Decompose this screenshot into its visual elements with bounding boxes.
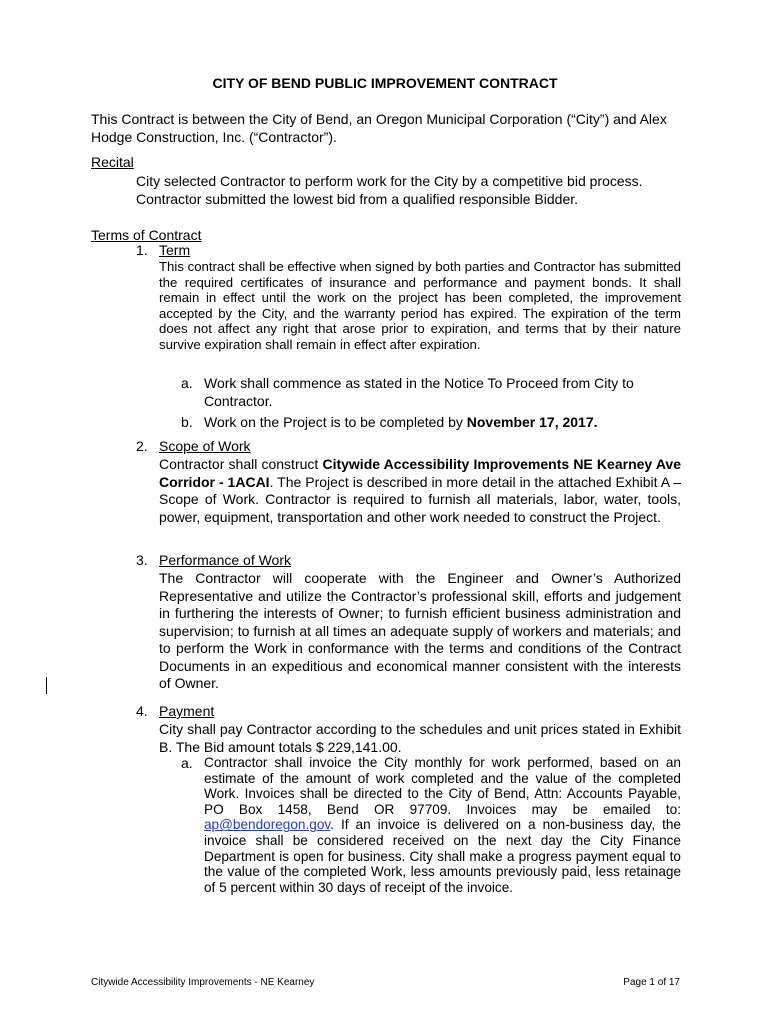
completion-date: November 17, 2017. bbox=[466, 414, 598, 430]
term-body: This contract shall be effective when signed by both parties and Contractor has submitted the required certificates of insurance and performance and payment bonds. It shall remain in effect until the work on the project has been completed, the improvement accepted by the City, and the warranty period has expired. The expiration of the term does not affect any right that arose prior to expiration, and terms that by their nature survive expiration shall remain in effect after expiration. bbox=[159, 259, 681, 352]
scope-number: 2. bbox=[136, 438, 148, 454]
term-number: 1. bbox=[136, 242, 148, 258]
scope-pre: Contractor shall construct bbox=[159, 456, 323, 472]
performance-heading: Performance of Work bbox=[159, 552, 292, 568]
revision-bar bbox=[46, 677, 47, 694]
intro-paragraph: This Contract is between the City of Bend, an Oregon Municipal Corporation (“City”) and Alex Hodge Construction, Inc. (“Contractor”). bbox=[91, 111, 667, 145]
scope-heading: Scope of Work bbox=[159, 438, 251, 454]
term-b-label: b. bbox=[181, 414, 193, 430]
footer-project: Citywide Accessibility Improvements - NE Kearney bbox=[91, 977, 315, 988]
payment-body: City shall pay Contractor according to the schedules and unit prices stated in Exhibit B. The Bid amount totals $ 229,141.00. bbox=[159, 721, 681, 755]
term-a-label: a. bbox=[181, 375, 193, 391]
term-b-text-plain: Work on the Project is to be completed by bbox=[204, 414, 467, 430]
recital-body bbox=[136, 173, 696, 208]
performance-body: The Contractor will cooperate with the Engineer and Owner’s Authorized Representative and utilize the Contractor’s professional skill, efforts and judgement in furthering the interests of Owner; to furnish efficient business administration and supervision; to furnish at all times an adequate supply of workers and materials; and to perform the Work in conformance with the terms and conditions of the Contract Documents in an expeditious and economical manner consistent with the interests of Owner. bbox=[159, 570, 681, 691]
recital-line-1: City selected Contractor to perform work for the City by a competitive bid process. bbox=[136, 173, 643, 189]
scope-post: . The Project is described in more detail in the attached Exhibit A – Scope of Work. Contractor is required to furnish all materials, labor, water, tools, power, equipment, transportation and other work needed to construct the Project. bbox=[159, 473, 681, 525]
term-a-text: Work shall commence as stated in the Notice To Proceed from City to Contractor. bbox=[204, 375, 634, 409]
invoice-email-link[interactable]: ap@bendoregon.gov bbox=[204, 817, 331, 833]
contract-title: CITY OF BEND PUBLIC IMPROVEMENT CONTRACT bbox=[212, 75, 558, 91]
recital-line-2: Contractor submitted the lowest bid from a qualified responsible Bidder. bbox=[136, 190, 579, 207]
project-name: Citywide Accessibility Improvements NE Kearney Ave Corridor - 1ACAI bbox=[159, 456, 682, 490]
performance-number: 3. bbox=[136, 552, 148, 568]
payment-heading: Payment bbox=[159, 703, 215, 719]
scope-body bbox=[159, 456, 681, 526]
payment-number: 4. bbox=[136, 703, 148, 719]
footer-page-number: Page 1 of 17 bbox=[623, 977, 680, 988]
terms-heading: Terms of Contract bbox=[91, 227, 202, 243]
term-heading: Term bbox=[159, 242, 191, 258]
recital-heading: Recital bbox=[91, 154, 134, 170]
payment-a-label: a. bbox=[181, 755, 193, 771]
payment-a-post: . If an invoice is delivered on a non-business day, the invoice shall be considered received on the next day the City Finance Department is open for business. City shall make a progress payment equal to the value of the completed Work, less amounts previously paid, less retainage of 5 percent within 30 days of receipt of the invoice. bbox=[204, 817, 681, 895]
payment-a-pre: Contractor shall invoice the City monthly for work performed, based on an estimate of the amount of work completed and the value of the completed Work. Invoices shall be directed to the City of Bend, Attn: Accounts Payable, PO Box 1458, Bend OR 97709. Invoices may be emailed to: bbox=[204, 755, 681, 817]
term-b-text bbox=[204, 414, 682, 432]
payment-a-text bbox=[204, 755, 681, 895]
